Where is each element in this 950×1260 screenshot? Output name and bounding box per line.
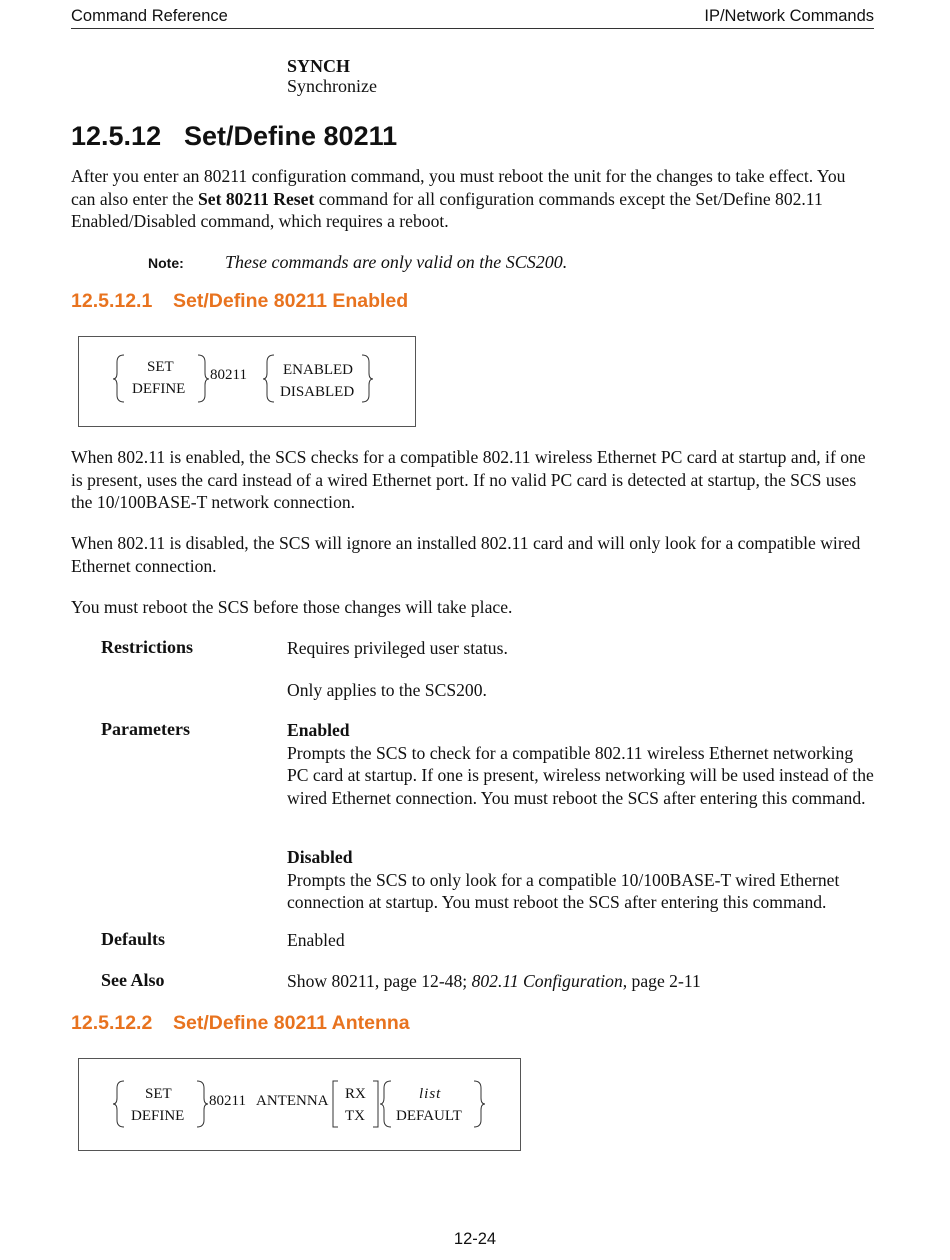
parameter-disabled-name: Disabled xyxy=(287,847,353,867)
brace-left-close xyxy=(198,355,209,402)
syntax2-keyword-80211: 80211 xyxy=(209,1093,246,1109)
parameter-disabled-desc: Prompts the SCS to only look for a compatible 10/100BASE-T wired Ethernet connection at startup. You must reboot the SCS after entering this command. xyxy=(287,869,840,912)
brace-set-open xyxy=(113,1081,124,1127)
synch-keyword: SYNCH xyxy=(287,56,351,76)
syntax-disabled: DISABLED xyxy=(280,384,355,400)
section-title: Set/Define 80211 xyxy=(184,121,398,151)
paragraph-disabled: When 802.11 is disabled, the SCS will ignore an installed 802.11 card and will only look for a compatible wired Ethernet connection. xyxy=(71,533,861,576)
subsection-1-number: 12.5.12.1 xyxy=(71,290,153,312)
see-also-label: See Also xyxy=(101,970,165,990)
syntax2-tx: TX xyxy=(345,1108,365,1124)
note-label: Note: xyxy=(148,255,184,271)
bracket-rx-open xyxy=(333,1081,338,1127)
restrictions-value-1: Requires privileged user status. xyxy=(287,638,508,658)
brace-list-open xyxy=(380,1081,391,1127)
see-also-value xyxy=(287,970,874,993)
parameter-disabled xyxy=(287,846,874,914)
page-header xyxy=(71,7,874,29)
bracket-rx-close xyxy=(373,1081,378,1127)
defaults-label: Defaults xyxy=(101,929,165,949)
subsection-1-title: Set/Define 80211 Enabled xyxy=(173,290,409,312)
intro-text-post: command for all configuration commands except the Set/Define 802.11 Enabled/Disabled command, which requires a reboot. xyxy=(71,188,823,231)
syntax-define: DEFINE xyxy=(132,381,186,397)
subsection-2-heading xyxy=(71,1012,410,1035)
see-also-link-show[interactable]: Show 80211, page 12-48; xyxy=(287,971,472,991)
synch-description: Synchronize xyxy=(287,76,377,96)
parameter-enabled xyxy=(287,719,874,809)
intro-text-bold: Set 80211 Reset xyxy=(198,188,315,209)
parameter-enabled-name: Enabled xyxy=(287,720,350,740)
brace-right-close xyxy=(362,355,373,402)
section-number: 12.5.12 xyxy=(71,121,162,151)
see-also-page: , page 2-11 xyxy=(622,971,701,991)
section-heading xyxy=(71,121,397,152)
brace-set-close xyxy=(197,1081,208,1127)
parameter-enabled-desc: Prompts the SCS to check for a compatible 802.11 wireless Ethernet networking PC card at startup. If one is present, wireless networking will be used instead of the wired Ethernet connection. You must reboot the SCS after entering this command. xyxy=(287,742,874,808)
restrictions-value-2: Only applies to the SCS200. xyxy=(287,680,487,700)
intro-text-pre: After you enter an 80211 configuration command, you must reboot the unit for the changes to take effect. You can also enter the xyxy=(71,166,846,209)
syntax2-set: SET xyxy=(145,1086,172,1102)
section-intro xyxy=(71,165,874,233)
syntax2-default: DEFAULT xyxy=(396,1108,462,1124)
syntax-enabled: ENABLED xyxy=(283,362,353,378)
brace-left-open xyxy=(113,355,124,402)
page-number: 12-24 xyxy=(453,1230,497,1248)
syntax-box-antenna xyxy=(78,1058,521,1151)
header-right: IP/Network Commands xyxy=(704,7,874,25)
syntax-keyword: 80211 xyxy=(210,367,247,383)
subsection-2-number: 12.5.12.2 xyxy=(71,1012,153,1034)
syntax2-list: list xyxy=(419,1086,442,1102)
paragraph-reboot: You must reboot the SCS before those changes will take place. xyxy=(71,597,513,617)
syntax-braces xyxy=(79,337,417,428)
syntax2-define: DEFINE xyxy=(131,1108,185,1124)
note-text: These commands are only valid on the SCS200. xyxy=(225,252,568,272)
parameters-label: Parameters xyxy=(101,719,190,739)
brace-list-close xyxy=(474,1081,485,1127)
syntax2-keyword-antenna: ANTENNA xyxy=(256,1093,329,1109)
brace-right-open xyxy=(263,355,274,402)
syntax-set: SET xyxy=(147,359,174,375)
syntax2-rx: RX xyxy=(345,1086,366,1102)
subsection-2-title: Set/Define 80211 Antenna xyxy=(173,1012,410,1034)
defaults-value: Enabled xyxy=(287,930,345,950)
restrictions-label: Restrictions xyxy=(101,637,193,657)
header-left: Command Reference xyxy=(71,7,228,25)
see-also-link-config[interactable]: 802.11 Configuration xyxy=(471,971,623,991)
syntax-box-enabled xyxy=(78,336,416,427)
paragraph-enabled: When 802.11 is enabled, the SCS checks for a compatible 802.11 wireless Ethernet PC card at startup and, if one is present, uses the card instead of a wired Ethernet port. If no valid PC card is detected at startup, the SCS uses the 10/100BASE-T network connection. xyxy=(71,447,866,512)
subsection-1-heading xyxy=(71,290,408,313)
